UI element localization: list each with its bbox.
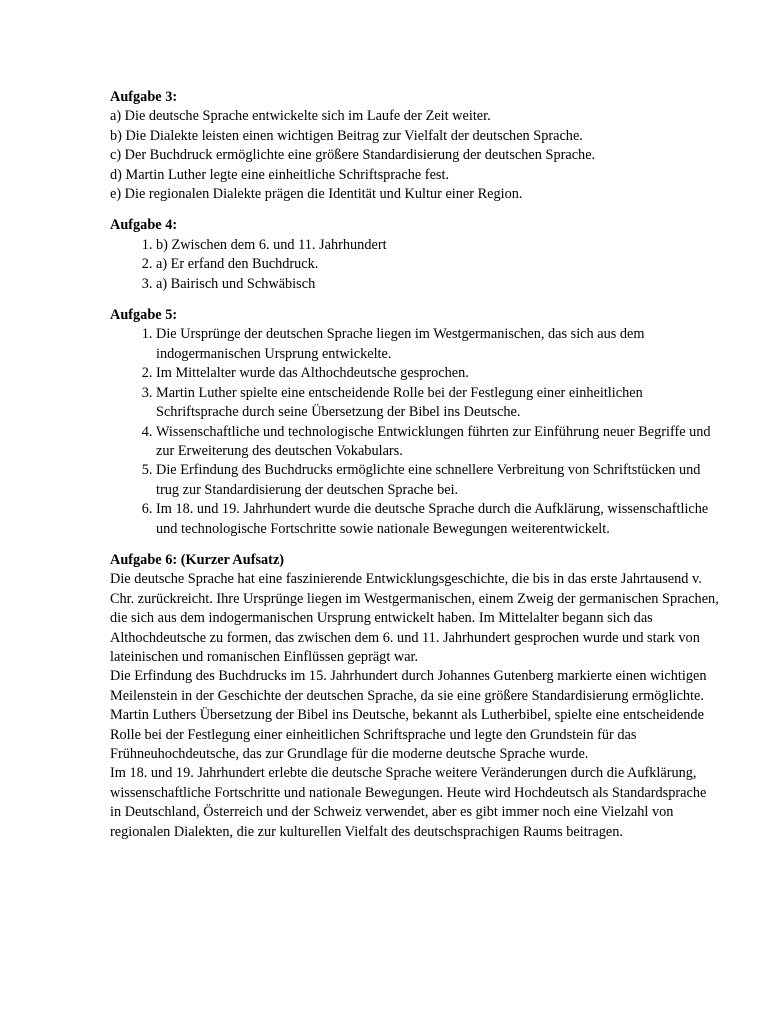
aufgabe-4-list — [110, 236, 720, 294]
essay-paragraph-3: Im 18. und 19. Jahrhundert erlebte die deutsche Sprache weitere Veränderungen durch die Aufklärung, wissenschaftliche Fortschritte und nationale Bewegungen. Heute wird Hochdeutsch als Standardsprache in Deutschland, Österreich und der Schweiz verwendet, aber es gibt immer noch eine Vielzahl von regionalen Dialekten, die zur kulturellen Vielfalt des deutschsprachigen Raums beitragen. — [110, 765, 707, 840]
aufgabe-3-line-b: b) Die Dialekte leisten einen wichtigen Beitrag zur Vielfalt der deutschen Sprache. — [110, 127, 583, 144]
list-item: 1. b) Zwischen dem 6. und 11. Jahrhundert — [156, 236, 720, 255]
list-item: 3. Martin Luther spielte eine entscheidende Rolle bei der Festlegung einer einheitlichen Schriftsprache durch seine Übersetzung der Bibel ins Deutsche. — [156, 384, 720, 423]
list-item: 4. Wissenschaftliche und technologische Entwicklungen führten zur Einführung neuer Begriffe und zur Erweiterung des deutschen Vokabulars. — [156, 423, 720, 462]
aufgabe-4-section — [110, 216, 720, 294]
aufgabe-6-heading: Aufgabe 6: (Kurzer Aufsatz) — [110, 551, 285, 568]
aufgabe-5-section — [110, 306, 720, 539]
essay-paragraph-2: Die Erfindung des Buchdrucks im 15. Jahrhundert durch Johannes Gutenberg markierte einen wichtigen Meilenstein in der Geschichte der deutschen Sprache, da sie eine größere Standardisierung ermöglichte. Martin Luthers Übersetzung der Bibel ins Deutsche, bekannt als Lutherbibel, spielte eine entscheidende Rolle bei der Festlegung einer einheitlichen Schriftsprache und legte den Grundstein für das Frühneuhochdeutsche, das zur Grundlage für die moderne deutsche Sprache wurde. — [110, 668, 707, 762]
list-item: 5. Die Erfindung des Buchdrucks ermöglichte eine schnellere Verbreitung von Schriftstücken und trug zur Standardisierung der deutschen Sprache bei. — [156, 461, 720, 500]
aufgabe-3-heading: Aufgabe 3: — [110, 89, 178, 105]
aufgabe-3-line-c: c) Der Buchdruck ermöglichte eine größere Standardisierung der deutschen Sprache. — [110, 147, 596, 164]
aufgabe-5-list — [110, 325, 720, 538]
list-item: 2. a) Er erfand den Buchdruck. — [156, 255, 720, 274]
aufgabe-3-line-a: a) Die deutsche Sprache entwickelte sich im Laufe der Zeit weiter. — [110, 108, 491, 125]
list-item: 2. Im Mittelalter wurde das Althochdeutsche gesprochen. — [156, 364, 720, 383]
aufgabe-6-section — [110, 551, 720, 842]
aufgabe-5-heading: Aufgabe 5: — [110, 307, 178, 324]
aufgabe-3-section — [110, 88, 720, 204]
aufgabe-3-line-d: d) Martin Luther legte eine einheitliche Schriftsprache fest. — [110, 166, 450, 183]
aufgabe-4-heading: Aufgabe 4: — [110, 217, 178, 234]
aufgabe-3-line-e: e) Die regionalen Dialekte prägen die Identität und Kultur einer Region. — [110, 186, 523, 203]
list-item: 6. Im 18. und 19. Jahrhundert wurde die deutsche Sprache durch die Aufklärung, wissenschaftliche und technologische Fortschritte sowie nationale Bewegungen weiterentwickelt. — [156, 500, 720, 539]
list-item: 1. Die Ursprünge der deutschen Sprache liegen im Westgermanischen, das sich aus dem indogermanischen Ursprung entwickelte. — [156, 325, 720, 364]
list-item: 3. a) Bairisch und Schwäbisch — [156, 275, 720, 294]
essay-paragraph-1: Die deutsche Sprache hat eine faszinierende Entwicklungsgeschichte, die bis in das erste Jahrtausend v. Chr. zurückreicht. Ihre Ursprünge liegen im Westgermanischen, einem Zweig der germanischen Sprachen, die sich aus dem indogermanischen Ursprung entwickelt haben. Im Mittelalter begann sich das Althochdeutsche zu formen, das zwischen dem 6. und 11. Jahrhundert gesprochen wurde und stark von lateinischen und romanischen Einflüssen geprägt war. — [110, 571, 719, 665]
